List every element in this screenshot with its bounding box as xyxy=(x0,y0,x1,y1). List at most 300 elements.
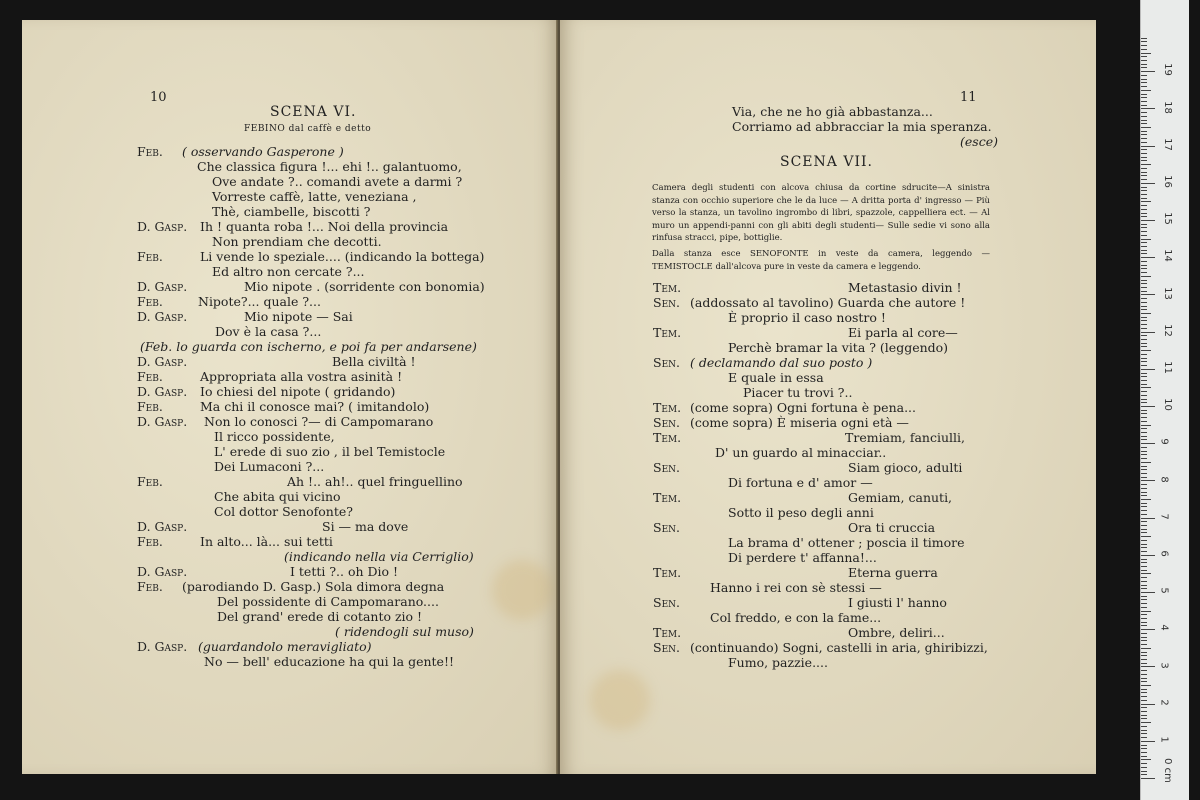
speaker: Tem. xyxy=(653,430,682,445)
stage-direction: (Feb. lo guarda con ischerno, e poi fa per andarsene) xyxy=(140,339,477,354)
ruler-number: 7 xyxy=(1158,513,1170,520)
ruler-tick xyxy=(1141,224,1147,225)
ruler-tick xyxy=(1141,707,1147,708)
ruler-tick xyxy=(1141,521,1147,522)
verse-line: (come sopra) Ogni fortuna è pena... xyxy=(690,400,916,415)
verse-line: Metastasio divin ! xyxy=(848,280,962,295)
ruler-number: 2 xyxy=(1158,699,1170,706)
verse-line: Siam gioco, adulti xyxy=(848,460,963,475)
ruler-tick xyxy=(1141,387,1151,388)
ruler-tick xyxy=(1141,759,1151,760)
ruler-tick xyxy=(1141,607,1147,608)
ruler-tick xyxy=(1141,332,1155,333)
stage-direction: (indicando nella via Cerriglio) xyxy=(284,549,474,564)
speaker: D. Gasp. xyxy=(137,384,188,399)
scene-description: Camera degli studenti con alcova chiusa da cortine sdrucite—A sinistra stanza con occhio superiore che le da luce — A dritta porta d' ingresso — Più verso la stanza, un tavolino ingrombo di libri, spazzole, cappelliera ect. — Al muro un appendi-panni con gli abiti degli studenti— Sulle sedie vi sono alla rinfusa stracci, pipe, bottiglie. xyxy=(652,183,990,243)
ruler-tick xyxy=(1141,350,1151,351)
ruler-tick xyxy=(1141,343,1147,344)
speaker: D. Gasp. xyxy=(137,354,188,369)
ruler-tick xyxy=(1141,462,1151,463)
speaker: Tem. xyxy=(653,400,682,415)
stage-direction: ( ridendogli sul muso) xyxy=(335,624,474,639)
speaker: Sen. xyxy=(653,415,680,430)
ruler-tick xyxy=(1141,328,1147,329)
ruler-tick xyxy=(1141,384,1147,385)
ruler-tick xyxy=(1141,302,1147,303)
speaker: Feb. xyxy=(137,369,163,384)
ruler-tick xyxy=(1141,134,1147,135)
speaker: Tem. xyxy=(653,325,682,340)
ruler-tick xyxy=(1141,514,1147,515)
ruler-tick xyxy=(1141,767,1147,768)
speaker: D. Gasp. xyxy=(137,414,188,429)
verse-line: Non lo conosci ?— di Campomarano xyxy=(204,414,434,429)
ruler-tick xyxy=(1141,477,1147,478)
ruler-tick xyxy=(1141,291,1147,292)
verse-line: Dov è la casa ?... xyxy=(215,324,322,339)
ruler-tick xyxy=(1141,391,1147,392)
ruler-tick xyxy=(1141,94,1147,95)
ruler-tick xyxy=(1141,239,1151,240)
ruler-tick xyxy=(1141,443,1155,444)
ruler-tick xyxy=(1141,261,1147,262)
ruler-tick xyxy=(1141,56,1147,57)
ruler-number: 16 xyxy=(1161,175,1173,188)
ruler-tick xyxy=(1141,655,1147,656)
verse-line: Eterna guerra xyxy=(848,565,938,580)
ruler-tick xyxy=(1141,733,1147,734)
verse-line: Ei parla al core— xyxy=(848,325,958,340)
speaker: Sen. xyxy=(653,355,680,370)
ruler-number: 1 xyxy=(1158,736,1170,743)
ruler-tick xyxy=(1141,287,1147,288)
page-number: 10 xyxy=(150,90,167,105)
ruler-tick xyxy=(1141,670,1147,671)
ruler-tick xyxy=(1141,365,1147,366)
ruler-tick xyxy=(1141,625,1147,626)
ruler-tick xyxy=(1141,265,1147,266)
ruler-tick xyxy=(1141,700,1147,701)
ruler-tick xyxy=(1141,492,1147,493)
ruler-number: 8 xyxy=(1158,475,1170,483)
ruler-tick xyxy=(1141,101,1147,102)
speaker: Feb. xyxy=(137,294,163,309)
verse-line: Ah !.. ah!.. quel fringuellino xyxy=(287,474,463,489)
ruler-tick xyxy=(1141,622,1147,623)
verse-line: È proprio il caso nostro ! xyxy=(728,310,886,325)
ruler-tick xyxy=(1141,473,1147,474)
ruler-tick xyxy=(1141,38,1147,39)
ruler-number: 10 xyxy=(1161,398,1173,412)
ruler-tick xyxy=(1141,633,1147,634)
ruler-tick xyxy=(1141,108,1155,109)
ruler-tick xyxy=(1141,373,1147,374)
ruler-tick xyxy=(1141,187,1147,188)
ruler-tick xyxy=(1141,97,1147,98)
ruler-tick xyxy=(1141,272,1147,273)
ruler-tick xyxy=(1141,216,1147,217)
ruler-tick xyxy=(1141,250,1147,251)
stage-direction: (esce) xyxy=(960,134,998,149)
ruler-tick xyxy=(1141,741,1155,742)
ruler-tick xyxy=(1141,127,1151,128)
stage-direction: (guardandolo meravigliato) xyxy=(198,639,372,654)
ruler-tick xyxy=(1141,756,1147,757)
ruler-tick xyxy=(1141,726,1147,727)
ruler-tick xyxy=(1141,603,1147,604)
ruler-tick xyxy=(1141,194,1147,195)
verse-line: Io chiesi del nipote ( gridando) xyxy=(200,384,396,399)
ruler-tick xyxy=(1141,499,1151,500)
ruler-tick xyxy=(1141,198,1147,199)
ruler-tick xyxy=(1141,577,1147,578)
ruler-tick xyxy=(1141,763,1147,764)
ruler-tick xyxy=(1141,399,1147,400)
ruler-tick xyxy=(1141,648,1151,649)
verse-line: Tremiam, fanciulli, xyxy=(845,430,965,445)
speaker: D. Gasp. xyxy=(137,519,188,534)
speaker: Sen. xyxy=(653,640,680,655)
ruler-tick xyxy=(1141,142,1147,143)
ruler-tick xyxy=(1141,339,1147,340)
ruler-tick xyxy=(1141,428,1147,429)
verse-line: Ombre, deliri... xyxy=(848,625,945,640)
speaker: Sen. xyxy=(653,295,680,310)
ruler-tick xyxy=(1141,298,1147,299)
ruler-tick xyxy=(1141,737,1147,738)
ruler-tick xyxy=(1141,681,1147,682)
verse-line: (parodiando D. Gasp.) Sola dimora degna xyxy=(182,579,445,594)
ruler-tick xyxy=(1141,283,1147,284)
verse-line: Gemiam, canuti, xyxy=(848,490,953,505)
ruler-tick xyxy=(1141,41,1147,42)
ruler-tick xyxy=(1141,525,1147,526)
page-number: 11 xyxy=(960,90,977,105)
ruler-tick xyxy=(1141,380,1147,381)
verse-line: I tetti ?.. oh Dio ! xyxy=(290,564,399,579)
ruler-tick xyxy=(1141,395,1147,396)
ruler-tick xyxy=(1141,748,1147,749)
speaker: Feb. xyxy=(137,579,163,594)
ruler-tick xyxy=(1141,354,1147,355)
ruler-tick xyxy=(1141,540,1147,541)
verse-line: Ed altro non cercate ?... xyxy=(212,264,365,279)
ruler-tick xyxy=(1141,573,1151,574)
speaker: Feb. xyxy=(137,474,163,489)
ruler-tick xyxy=(1141,90,1151,91)
ruler-tick xyxy=(1141,581,1147,582)
speaker: Feb. xyxy=(137,144,163,159)
speaker: Tem. xyxy=(653,625,682,640)
ruler-tick xyxy=(1141,715,1147,716)
ruler-tick xyxy=(1141,361,1147,362)
verse-line: Thè, ciambelle, biscotti ? xyxy=(212,204,371,219)
speaker: Feb. xyxy=(137,249,163,264)
speaker: D. Gasp. xyxy=(137,564,188,579)
verse-line: (come sopra) È miseria ogni età — xyxy=(690,415,909,430)
ruler-tick xyxy=(1141,436,1147,437)
verse-line: Fumo, pazzie.... xyxy=(728,655,828,670)
ruler-tick xyxy=(1141,618,1147,619)
ruler-tick xyxy=(1141,153,1147,154)
ruler-tick xyxy=(1141,116,1147,117)
ruler-tick xyxy=(1141,413,1147,414)
ruler-tick xyxy=(1141,480,1155,481)
ruler-tick xyxy=(1141,439,1147,440)
ruler-tick xyxy=(1141,257,1155,258)
verse-line: Che abita qui vicino xyxy=(214,489,341,504)
ruler-tick xyxy=(1141,421,1147,422)
ruler-tick xyxy=(1141,774,1147,775)
ruler-tick xyxy=(1141,562,1147,563)
speaker: D. Gasp. xyxy=(137,309,188,324)
ruler-tick xyxy=(1141,722,1151,723)
ruler-tick xyxy=(1141,451,1147,452)
ruler-tick xyxy=(1141,570,1147,571)
ruler-tick xyxy=(1141,547,1147,548)
ruler-tick xyxy=(1141,503,1147,504)
ruler-tick xyxy=(1141,685,1151,686)
verse-line: Si — ma dove xyxy=(322,519,409,534)
ruler-tick xyxy=(1141,79,1147,80)
ruler-tick xyxy=(1141,376,1147,377)
ruler-tick xyxy=(1141,585,1147,586)
speaker: D. Gasp. xyxy=(137,639,188,654)
ruler-tick xyxy=(1141,120,1147,121)
speaker: Sen. xyxy=(653,460,680,475)
ruler-tick xyxy=(1141,425,1151,426)
verse-line: Ma chi il conosce mai? ( imitandolo) xyxy=(200,399,430,414)
ruler-tick xyxy=(1141,599,1147,600)
ruler-tick xyxy=(1141,447,1147,448)
ruler-tick xyxy=(1141,596,1147,597)
ruler-tick xyxy=(1141,168,1147,169)
ruler-tick xyxy=(1141,149,1147,150)
speaker: Feb. xyxy=(137,534,163,549)
ruler-number: 15 xyxy=(1161,212,1173,226)
ruler-number: 3 xyxy=(1158,661,1170,669)
ruler-tick xyxy=(1141,544,1147,545)
ruler-tick xyxy=(1141,466,1147,467)
ruler-tick xyxy=(1141,652,1147,653)
ruler-tick xyxy=(1141,559,1147,560)
ruler-tick xyxy=(1141,410,1147,411)
ruler-tick xyxy=(1141,131,1147,132)
ruler-tick xyxy=(1141,778,1155,779)
ruler-tick xyxy=(1141,659,1147,660)
ruler-tick xyxy=(1141,64,1147,65)
ruler-number: 6 xyxy=(1158,550,1170,557)
ruler-tick xyxy=(1141,209,1147,210)
ruler-tick xyxy=(1141,235,1147,236)
ruler-tick xyxy=(1141,71,1155,72)
ruler-tick xyxy=(1141,53,1151,54)
verse-line: In alto... là... sui tetti xyxy=(200,534,333,549)
ruler-tick xyxy=(1141,220,1155,221)
ruler-number: 13 xyxy=(1161,286,1173,300)
verse-line: Ove andate ?.. comandi avete a darmi ? xyxy=(212,174,463,189)
verse-line: Di fortuna e d' amor — xyxy=(728,475,873,490)
ruler-tick xyxy=(1141,771,1147,772)
speaker: D. Gasp. xyxy=(137,219,188,234)
ruler-unit: 0 cm xyxy=(1161,758,1173,783)
ruler-tick xyxy=(1141,164,1151,165)
ruler-tick xyxy=(1141,335,1147,336)
ruler-tick xyxy=(1141,306,1147,307)
ruler-tick xyxy=(1141,123,1147,124)
ruler-tick xyxy=(1141,566,1147,567)
ruler-tick xyxy=(1141,82,1147,83)
ruler-tick xyxy=(1141,432,1147,433)
ruler-tick xyxy=(1141,172,1147,173)
ruler-tick xyxy=(1141,666,1155,667)
right-page xyxy=(560,20,1096,774)
verse-line: Appropriata alla vostra asinità ! xyxy=(200,369,403,384)
ruler-tick xyxy=(1141,532,1147,533)
ruler-tick xyxy=(1141,146,1155,147)
verse-line: Via, che ne ho già abbastanza... xyxy=(732,104,933,119)
speaker: Sen. xyxy=(653,520,680,535)
ruler-tick xyxy=(1141,454,1147,455)
ruler-tick xyxy=(1141,45,1147,46)
ruler-tick xyxy=(1141,294,1155,295)
ruler-tick xyxy=(1141,614,1147,615)
ruler-tick xyxy=(1141,588,1147,589)
ruler-tick xyxy=(1141,469,1147,470)
verse-line: I giusti l' hanno xyxy=(848,595,947,610)
ruler-number: 9 xyxy=(1158,438,1170,446)
ruler-tick xyxy=(1141,640,1147,641)
ruler-tick xyxy=(1141,718,1147,719)
ruler-tick xyxy=(1141,510,1147,511)
ruler-tick xyxy=(1141,205,1147,206)
ruler-tick xyxy=(1141,60,1147,61)
ruler-tick xyxy=(1141,506,1147,507)
ruler-tick xyxy=(1141,75,1147,76)
ruler-number: 19 xyxy=(1161,63,1173,77)
ruler-tick xyxy=(1141,551,1147,552)
ruler-tick xyxy=(1141,175,1147,176)
measuring-ruler xyxy=(1140,0,1189,800)
ruler-tick xyxy=(1141,160,1147,161)
verse-line: Ora ti cruccia xyxy=(848,520,936,535)
verse-line: Che classica figura !... ehi !.. galantuomo, xyxy=(197,159,462,174)
ruler-number: 14 xyxy=(1161,249,1173,263)
verse-line: Ih ! quanta roba !... Noi della provincia xyxy=(200,219,449,234)
ruler-tick xyxy=(1141,201,1151,202)
ruler-number: 12 xyxy=(1161,323,1173,337)
stage-direction: ( osservando Gasperone ) xyxy=(182,144,344,159)
left-page xyxy=(22,20,558,774)
ruler-tick xyxy=(1141,213,1147,214)
ruler-tick xyxy=(1141,105,1147,106)
ruler-tick xyxy=(1141,190,1147,191)
ruler-tick xyxy=(1141,458,1147,459)
ruler-tick xyxy=(1141,689,1147,690)
scene-title: SCENA VII. xyxy=(780,154,873,170)
ruler-tick xyxy=(1141,246,1147,247)
scene-title: SCENA VI. xyxy=(270,104,357,120)
verse-line: Del grand' erede di cotanto zio ! xyxy=(217,609,423,624)
verse-line: E quale in essa xyxy=(728,370,824,385)
ruler-tick xyxy=(1141,309,1147,310)
verse-line: Li vende lo speziale.... (indicando la bottega) xyxy=(200,249,485,264)
ruler-tick xyxy=(1141,644,1147,645)
verse-line: Perchè bramar la vita ? (leggendo) xyxy=(728,340,949,355)
verse-line: Corriamo ad abbracciar la mia speranza. xyxy=(732,119,992,134)
ruler-tick xyxy=(1141,555,1155,556)
ruler-tick xyxy=(1141,484,1147,485)
ruler-tick xyxy=(1141,157,1147,158)
speaker: Sen. xyxy=(653,595,680,610)
ruler-tick xyxy=(1141,663,1147,664)
ruler-tick xyxy=(1141,406,1155,407)
verse-line: L' erede di suo zio , il bel Temistocle xyxy=(214,444,446,459)
ruler-tick xyxy=(1141,711,1147,712)
ruler-tick xyxy=(1141,704,1155,705)
ruler-tick xyxy=(1141,752,1147,753)
ruler-tick xyxy=(1141,227,1147,228)
verse-line: Il ricco possidente, xyxy=(214,429,335,444)
verse-line: Di perdere t' affanna!... xyxy=(728,550,877,565)
verse-line: Bella civiltà ! xyxy=(332,354,416,369)
ruler-tick xyxy=(1141,536,1151,537)
ruler-tick xyxy=(1141,231,1147,232)
ruler-tick xyxy=(1141,730,1147,731)
verse-line: Col freddo, e con la fame... xyxy=(710,610,882,625)
ruler-number: 11 xyxy=(1161,361,1173,374)
ruler-tick xyxy=(1141,745,1147,746)
verse-line: Mio nipote . (sorridente con bonomia) xyxy=(244,279,485,294)
ruler-tick xyxy=(1141,678,1147,679)
ruler-tick xyxy=(1141,317,1147,318)
ruler-tick xyxy=(1141,692,1147,693)
ruler-tick xyxy=(1141,183,1155,184)
ruler-tick xyxy=(1141,320,1147,321)
verse-line: Dei Lumaconi ?... xyxy=(214,459,325,474)
ruler-tick xyxy=(1141,417,1147,418)
verse-line: Col dottor Senofonte? xyxy=(214,504,353,519)
speaker: Tem. xyxy=(653,280,682,295)
verse-line: (addossato al tavolino) Guarda che autore ! xyxy=(690,295,966,310)
ruler-tick xyxy=(1141,529,1147,530)
ruler-number: 4 xyxy=(1158,624,1170,632)
verse-line: Mio nipote — Sai xyxy=(244,309,353,324)
scene-description: Dalla stanza esce SENOFONTE in veste da camera, leggendo — TEMISTOCLE dall'alcova pure in veste da camera e leggendo. xyxy=(652,249,990,272)
speaker: Tem. xyxy=(653,490,682,505)
ruler-tick xyxy=(1141,268,1147,269)
ruler-tick xyxy=(1141,629,1155,630)
verse-line: Vorreste caffè, latte, veneziana , xyxy=(212,189,417,204)
verse-line: (continuando) Sogni, castelli in aria, ghiribizzi, xyxy=(690,640,988,655)
verse-line: Hanno i rei con sè stessi — xyxy=(710,580,882,595)
ruler-tick xyxy=(1141,674,1147,675)
verse-line: Sotto il peso degli anni xyxy=(728,505,874,520)
ruler-tick xyxy=(1141,611,1151,612)
ruler-tick xyxy=(1141,346,1147,347)
ruler-number: 5 xyxy=(1158,587,1170,594)
ruler-tick xyxy=(1141,138,1147,139)
ruler-tick xyxy=(1141,696,1147,697)
ruler-tick xyxy=(1141,280,1147,281)
stage-direction: ( declamando dal suo posto ) xyxy=(690,355,873,370)
verse-line: La brama d' ottener ; poscia il timore xyxy=(728,535,965,550)
verse-line: Piacer tu trovi ?.. xyxy=(743,385,853,400)
verse-line: No — bell' educazione ha qui la gente!! xyxy=(204,654,454,669)
ruler-tick xyxy=(1141,86,1147,87)
verse-line: D' un guardo al minacciar.. xyxy=(715,445,887,460)
ruler-tick xyxy=(1141,67,1147,68)
